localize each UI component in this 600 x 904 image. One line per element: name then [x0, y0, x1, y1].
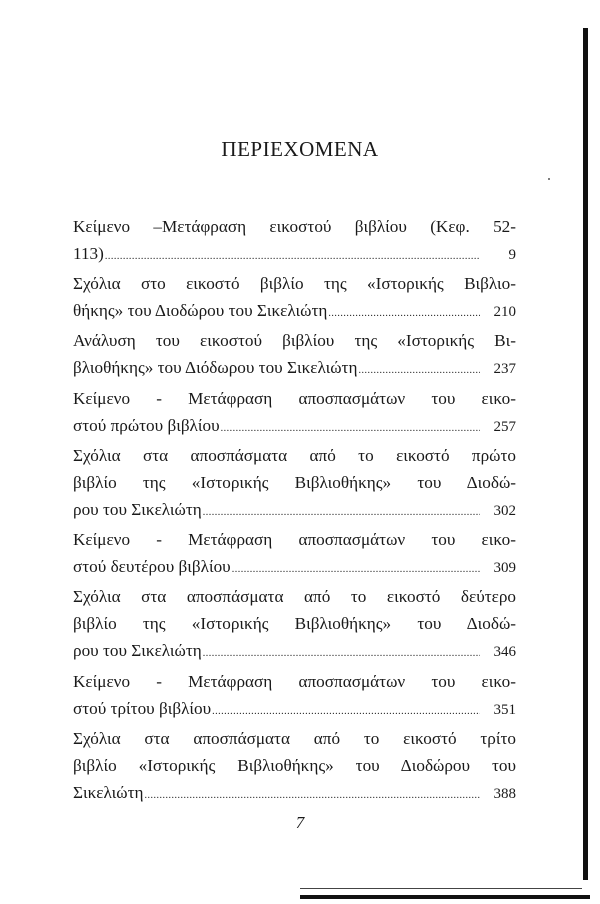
- toc-entry-text: ρου του Σικελιώτη: [73, 641, 202, 661]
- toc-page-number: 237: [493, 361, 516, 378]
- toc-entry-line: Σχόλια στο εικοστό βιβλίο της «Ιστορικής Βιβλιο-: [73, 274, 516, 294]
- dot-leader: [144, 782, 480, 809]
- toc-entry[interactable]: [73, 327, 516, 384]
- toc-entry[interactable]: [73, 213, 516, 270]
- toc-page-number: 210: [493, 304, 516, 321]
- toc-entry-line: Κείμενο –Μετάφραση εικοστού βιβλίου (Κεφ. 52-: [73, 217, 516, 236]
- toc-page-number: 346: [493, 644, 516, 661]
- toc-entry-text: Σικελιώτη: [73, 782, 144, 802]
- toc-entry-line: βιβλίο «Ιστορικής Βιβλιοθήκης» του Διοδώρου του: [73, 755, 516, 775]
- toc-entry-last-line: [73, 553, 516, 583]
- dot-leader: [203, 499, 480, 526]
- toc-entry[interactable]: [73, 725, 516, 809]
- toc-entry-line: Κείμενο - Μετάφραση αποσπασμάτων του εικο-: [73, 530, 516, 550]
- toc-entry-last-line: [73, 297, 516, 327]
- scan-edge-bottom-thin: [300, 888, 582, 889]
- toc-entry-last-line: [73, 695, 516, 725]
- scan-edge-bottom: [300, 895, 590, 899]
- toc-entry-text: στού δευτέρου βιβλίου: [73, 557, 231, 577]
- toc-entry[interactable]: [73, 583, 516, 667]
- toc-entry[interactable]: [73, 385, 516, 442]
- toc-entry-line: Σχόλια στα αποσπάσματα από το εικοστό τρίτο: [73, 728, 516, 748]
- toc-entry-last-line: [73, 496, 516, 526]
- toc-entry[interactable]: [73, 526, 516, 583]
- dot-leader: [358, 357, 480, 384]
- toc-page-number: 302: [493, 502, 516, 519]
- toc-entry-text: 113): [73, 244, 104, 264]
- toc-page-number: 351: [493, 701, 516, 718]
- toc-entry-text: στού πρώτου βιβλίου: [73, 415, 220, 435]
- toc-entry-text: θήκης» του Διοδώρου του Σικελιώτη: [73, 301, 328, 321]
- table-of-contents: [73, 213, 516, 809]
- toc-page-number: 388: [493, 785, 516, 802]
- toc-entry[interactable]: [73, 270, 516, 327]
- toc-entry-line: Κείμενο - Μετάφραση αποσπασμάτων του εικο-: [73, 671, 516, 691]
- toc-entry-last-line: [73, 354, 516, 384]
- page-number: 7: [295, 813, 305, 832]
- dot-leader: [203, 640, 480, 667]
- toc-entry-text: ρου του Σικελιώτη: [73, 499, 202, 519]
- dot-leader: [212, 698, 480, 725]
- toc-entry-last-line: [73, 779, 516, 809]
- toc-page-number: 9: [508, 247, 516, 264]
- page-title: ΠΕΡΙΕΧΟΜΕΝΑ: [221, 137, 379, 161]
- toc-entry-line: βιβλίο της «Ιστορικής Βιβλιοθήκης» του Διοδώ-: [73, 614, 516, 634]
- dot-leader: [221, 415, 480, 442]
- dot-leader: [328, 300, 480, 327]
- toc-entry-last-line: [73, 637, 516, 667]
- toc-entry-last-line: [73, 412, 516, 442]
- toc-entry-text: στού τρίτου βιβλίου: [73, 698, 212, 718]
- toc-entry-line: Σχόλια στα αποσπάσματα από το εικοστό δεύτερο: [73, 587, 516, 607]
- toc-page-number: 257: [493, 418, 516, 435]
- toc-entry-line: Ανάλυση του εικοστού βιβλίου της «Ιστορικής Βι-: [73, 331, 516, 351]
- toc-entry-last-line: [73, 240, 516, 270]
- toc-entry-line: Σχόλια στα αποσπάσματα από το εικοστό πρώτο: [73, 445, 516, 465]
- toc-entry-line: Κείμενο - Μετάφραση αποσπασμάτων του εικο-: [73, 388, 516, 408]
- toc-entry-text: βλιοθήκης» του Διόδωρου του Σικελιώτη: [73, 358, 358, 378]
- toc-page-number: 309: [493, 560, 516, 577]
- dot-leader: [105, 243, 480, 270]
- toc-entry-line: βιβλίο της «Ιστορικής Βιβλιοθήκης» του Διοδώ-: [73, 472, 516, 492]
- scan-speck: [548, 178, 550, 180]
- toc-entry[interactable]: [73, 442, 516, 526]
- toc-entry[interactable]: [73, 668, 516, 725]
- dot-leader: [232, 556, 480, 583]
